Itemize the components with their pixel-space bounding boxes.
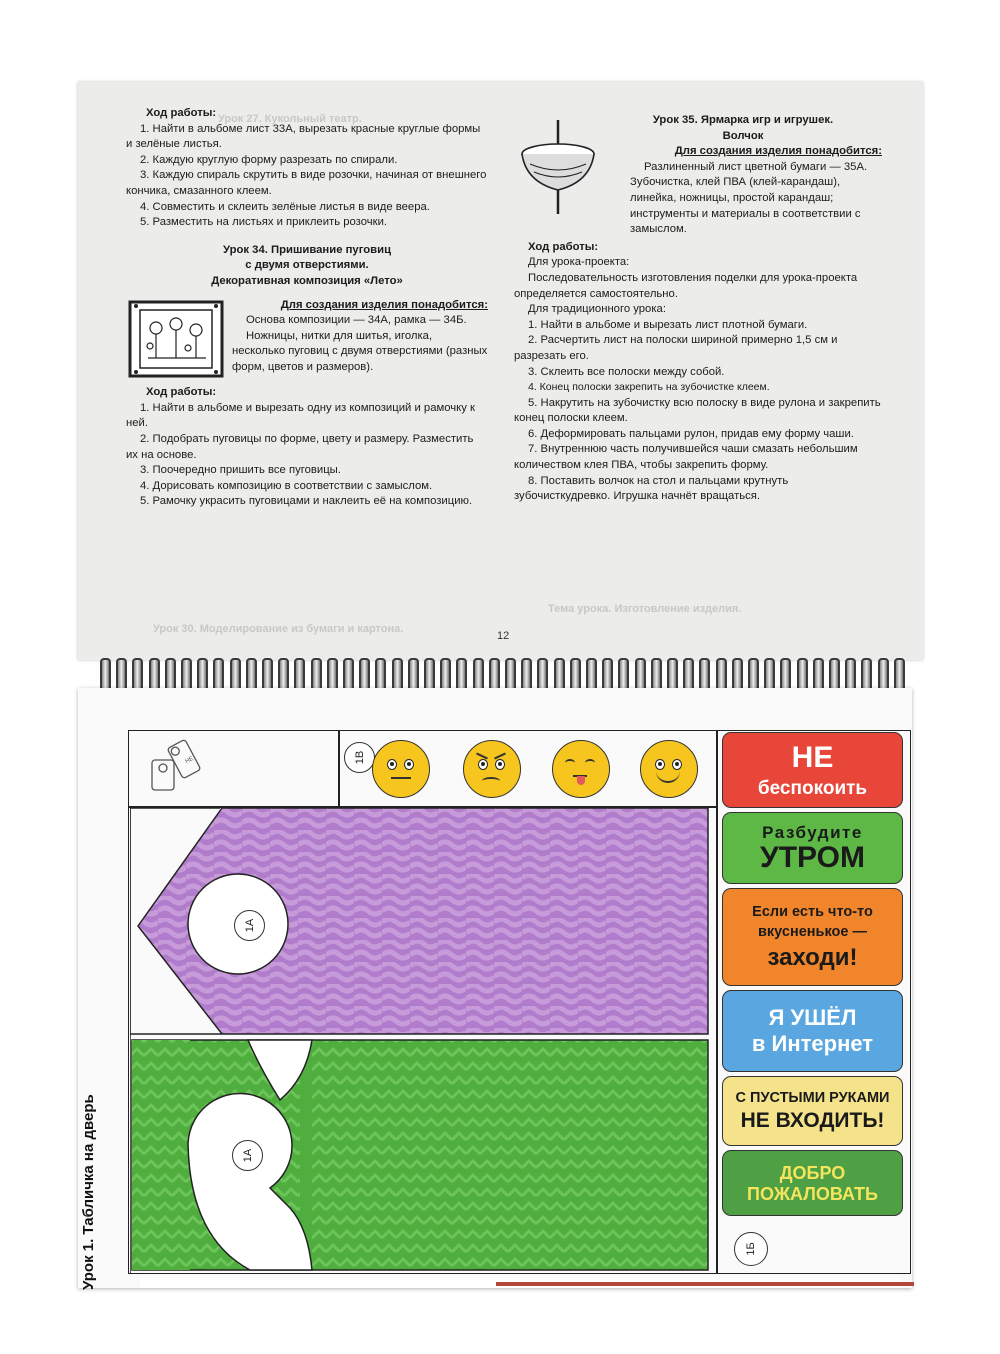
door-hanger-shapes [130,808,718,1279]
smiling-face-icon [640,740,698,798]
step-text: 4. Конец полоски закрепить на зубочистке клеем. [528,381,770,394]
sign-line: заходи! [767,943,858,971]
tongue-face-icon [552,740,610,798]
step-text: 5. Рамочку украсить пуговицами и наклеить её на композицию. [140,495,473,508]
traditional-label: Для традиционного урока: [528,303,666,316]
step-text: 1. Найти в альбоме и вырезать лист плотной бумаги. [528,318,808,331]
materials-text: Ножницы, нитки для шитья, иголка, несколько пуговиц с двумя отверстиями (разных форм, цветов и размеров). [232,329,488,373]
sign-do-not-disturb [722,732,903,808]
lesson-title: Урок 35. Ярмарка игр и игрушек. [652,114,834,126]
frame-illustration [126,298,232,386]
lesson-title: Декоративная композиция «Лето» [211,274,403,287]
button-picture-icon [126,298,226,380]
step-text: 1. Найти в альбоме и вырезать одну из композиций и рамочку к ней. [126,401,475,430]
sign-no-empty-hands [722,1076,903,1146]
sign-line: НЕ [791,740,834,774]
materials-text: Основа композиции — 34А, рамка — 34Б. [246,314,467,327]
side-label: Урок 1. Табличка на дверь [80,1094,97,1290]
project-text: Последовательность изготовления поделки для урока-проекта определяется самостоятельно. [514,271,858,300]
right-column [514,113,882,505]
step-text: 2. Каждую круглую форму разрезать по спирали. [140,153,398,166]
work-heading: Ход работы: [146,386,217,399]
sign-wake-up [722,812,903,884]
sign-line: УТРОМ [760,840,865,874]
step-text: 2. Подобрать пуговицы по форме, цвету и размеру. Разместить их на основе. [126,432,474,461]
sign-line: Разбудите [762,822,863,842]
sign-line: Я УШЁЛ [768,1005,857,1030]
lesson-title: с двумя отверстиями. [245,259,369,272]
sign-gone-online [722,990,903,1072]
materials-heading: Для создания изделия понадобится: [674,145,882,158]
svg-text:НЕ: НЕ [184,755,195,766]
sign-line: НЕ ВХОДИТЬ! [740,1108,885,1132]
sign-line: беспокоить [757,777,868,799]
step-text: 5. Накрутить на зубочистку всю полоску в виде рулона и закрепить конец полоски клеем. [514,396,881,425]
step-text: 3. Поочередно пришить все пуговицы. [140,464,341,477]
lesson-title: Урок 34. Пришивание пуговиц [222,243,392,256]
step-text: 3. Склеить все полоски между собой. [528,365,725,378]
label-1v: 1В [344,742,375,773]
left-column [126,106,488,510]
step-text: 1. Найти в альбоме лист 33А, вырезать красные круглые формы и зелёные листья. [126,122,481,151]
project-label: Для урока-проекта: [528,256,630,269]
ghost-text: Урок 30. Моделирование из бумаги и картона. [153,623,404,635]
step-text: 6. Деформировать пальцами рулон, придав ему форму чаши. [528,427,854,440]
step-text: 2. Расчертить лист на полоски шириной примерно 1,5 см и разрезать его. [514,334,838,362]
step-text: 8. Поставить волчок на стол и пальцами крутнуть зубочисткудревко. Игрушка начнёт вращаться. [514,474,789,503]
label-1a-top: 1А [234,910,265,941]
work-heading: Ход работы: [146,107,217,119]
sign-line: в Интернет [751,1031,874,1056]
sign-line: ДОБРО [779,1162,846,1183]
sign-line: Если есть что-то [752,903,873,920]
sign-line: ПОЖАЛОВАТЬ [747,1183,878,1204]
door-hanger-icon [144,736,212,803]
sign-line: С ПУСТЫМИ РУКАМИ [735,1090,890,1107]
materials-text: Разлиненный лист цветной бумаги — 35А. Зубочистка, клей ПВА (клей-карандаш), линейка, ножницы, простой карандаш; инструменты и материалы в соответствии с замыслом. [630,160,868,236]
neutral-face-icon [372,740,430,798]
sign-welcome [722,1150,903,1216]
sign-come-in-with-treats [722,888,903,986]
label-1a-bottom: 1А [232,1140,263,1171]
page-number: 12 [497,630,510,642]
step-text: 5. Разместить на листьях и приклеить розочки. [140,216,388,229]
step-text: 3. Каждую спираль скрутить в виде розочки, начиная от внешнего кончика, смазанного клеем. [126,169,487,197]
lesson-title: Волчок [722,129,764,142]
sign-line: вкусненькое — [758,924,867,940]
cover-edge [496,1282,914,1286]
angry-face-icon [463,740,521,798]
ghost-text: Урок 27. Кукольный театр. [218,113,362,125]
divider [338,730,340,806]
step-text: 7. Внутреннюю часть получившейся чаши смазать небольшим количеством клея ПВА, чтобы закрепить форму. [514,443,858,472]
work-heading: Ход работы: [528,240,599,253]
label-1b: 1Б [734,1232,768,1266]
materials-heading: Для создания изделия понадобится: [280,298,488,311]
ghost-text: Тема урока. Изготовление изделия. [548,603,742,615]
step-text: 4. Совместить и склеить зелёные листья в виде веера. [140,200,430,213]
step-text: 4. Дорисовать композицию в соответствии с замыслом. [140,479,433,492]
